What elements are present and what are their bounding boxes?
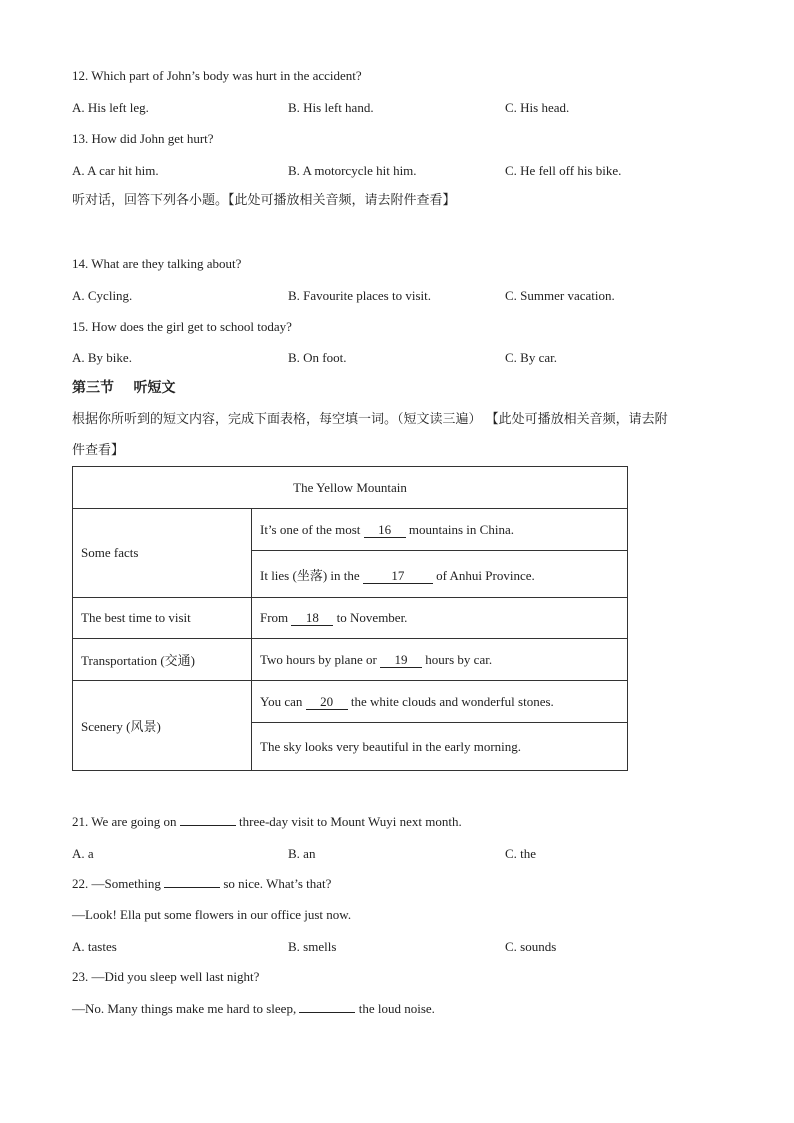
time-cell: From 18 to November. bbox=[252, 598, 628, 639]
q15-option-b: B. On foot. bbox=[288, 350, 347, 365]
question-15: 15. How does the girl get to school today? bbox=[72, 319, 292, 334]
q21-option-a: A. a bbox=[72, 846, 94, 861]
question-22-line2: —Look! Ella put some flowers in our office just now. bbox=[72, 907, 352, 922]
q13-option-b: B. A motorcycle hit him. bbox=[288, 163, 417, 178]
question-23-line2: —No. Many things make me hard to sleep, the loud noise. bbox=[72, 1001, 435, 1016]
q14-option-a: A. Cycling. bbox=[72, 288, 133, 303]
q13-option-c: C. He fell off his bike. bbox=[505, 163, 622, 178]
scenery-2-cell: The sky looks very beautiful in the early morning. bbox=[252, 723, 628, 771]
q22-option-a: A. tastes bbox=[72, 939, 117, 954]
section-3-instruction-line1: 根据你所听到的短文内容，完成下面表格，每空填一词。（短文读三遍） 【此处可播放相关音频，请去附 bbox=[72, 412, 668, 427]
blank-17: 17 bbox=[363, 569, 433, 584]
question-21: 21. We are going on three-day visit to Mount Wuyi next month. bbox=[72, 814, 462, 829]
section-3-title: 第三节 听短文 bbox=[72, 380, 176, 396]
answer-blank-21[interactable] bbox=[180, 825, 236, 826]
transport-cell: Two hours by plane or 19 hours by car. bbox=[252, 639, 628, 681]
yellow-mountain-table bbox=[72, 466, 628, 771]
label-best-time: The best time to visit bbox=[73, 598, 252, 639]
question-12: 12. Which part of John’s body was hurt in the accident? bbox=[72, 68, 362, 83]
q22-option-b: B. smells bbox=[288, 939, 337, 954]
question-14: 14. What are they talking about? bbox=[72, 256, 242, 271]
q15-option-c: C. By car. bbox=[505, 350, 557, 365]
label-scenery: Scenery (风景) bbox=[73, 681, 252, 771]
q12-option-a: A. His left leg. bbox=[72, 100, 149, 115]
blank-18: 18 bbox=[291, 611, 333, 626]
answer-blank-22[interactable] bbox=[164, 887, 220, 888]
blank-19: 19 bbox=[380, 653, 422, 668]
question-23: 23. —Did you sleep well last night? bbox=[72, 969, 260, 984]
q22-option-c: C. sounds bbox=[505, 939, 557, 954]
blank-20: 20 bbox=[306, 695, 348, 710]
fact-1-cell: It’s one of the most 16 mountains in China. bbox=[252, 509, 628, 551]
q14-option-b: B. Favourite places to visit. bbox=[288, 288, 431, 303]
q14-option-c: C. Summer vacation. bbox=[505, 288, 615, 303]
blank-16: 16 bbox=[364, 523, 406, 538]
q12-option-c: C. His head. bbox=[505, 100, 570, 115]
q12-option-b: B. His left hand. bbox=[288, 100, 374, 115]
scenery-1-cell: You can 20 the white clouds and wonderful stones. bbox=[252, 681, 628, 723]
answer-blank-23[interactable] bbox=[299, 1012, 355, 1013]
question-13: 13. How did John get hurt? bbox=[72, 131, 214, 146]
table-title: The Yellow Mountain bbox=[73, 467, 628, 509]
question-22: 22. —Something so nice. What’s that? bbox=[72, 876, 332, 891]
label-transportation: Transportation (交通) bbox=[73, 639, 252, 681]
q15-option-a: A. By bike. bbox=[72, 350, 132, 365]
q13-option-a: A. A car hit him. bbox=[72, 163, 159, 178]
q21-option-c: C. the bbox=[505, 846, 537, 861]
fact-2-cell: It lies (坐落) in the 17 of Anhui Province. bbox=[252, 551, 628, 598]
label-some-facts: Some facts bbox=[73, 509, 252, 598]
q21-option-b: B. an bbox=[288, 846, 316, 861]
dialog-instruction: 听对话，回答下列各小题。【此处可播放相关音频，请去附件查看】 bbox=[72, 193, 456, 208]
section-3-instruction-line2: 件查看】 bbox=[72, 443, 125, 458]
